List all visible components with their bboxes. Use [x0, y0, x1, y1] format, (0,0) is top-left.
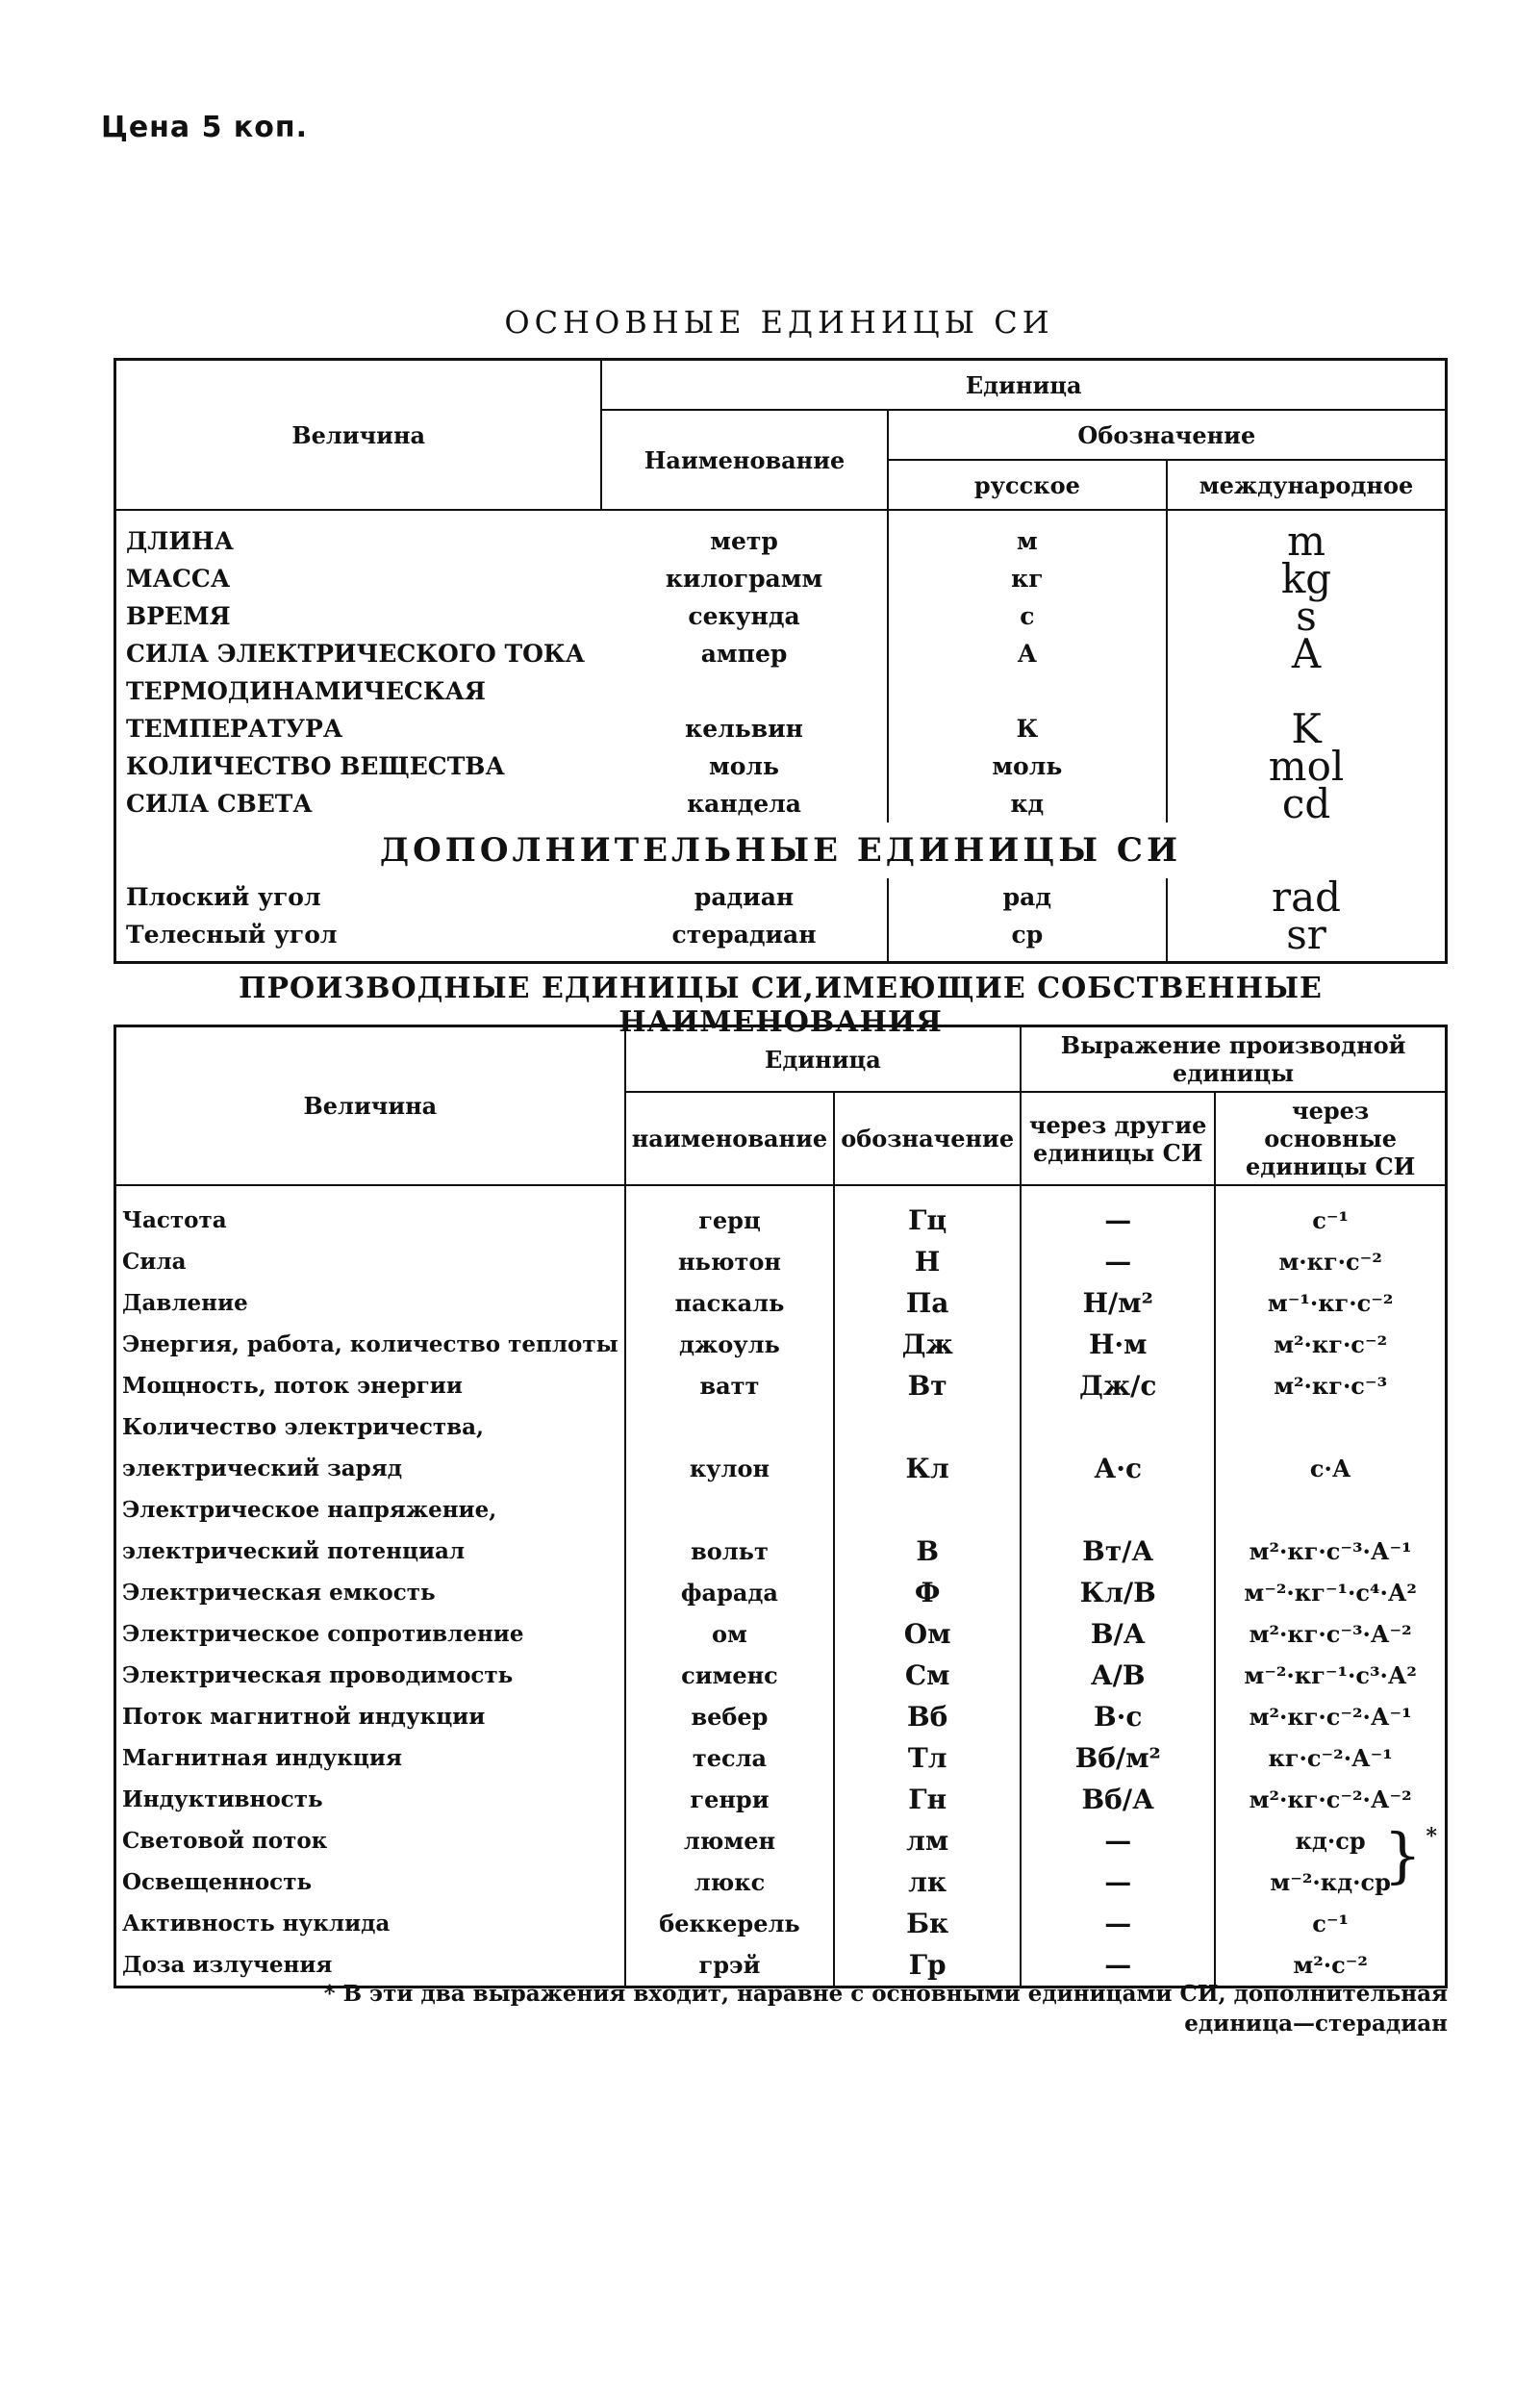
unit-name-cell: паскаль — [625, 1282, 834, 1324]
table-row — [115, 1655, 1447, 1696]
unit-name-cell: кельвин — [601, 710, 887, 747]
via-other-cell: — — [1021, 1944, 1215, 1987]
unit-symbol-cell: См — [834, 1655, 1021, 1696]
international-symbol-cell: cd — [1281, 779, 1331, 827]
price-label: Цена 5 коп. — [101, 111, 309, 144]
unit-symbol-cell: Ф — [834, 1572, 1021, 1613]
via-other-cell: Вб/м² — [1021, 1737, 1215, 1779]
quantity-cell: ТЕМПЕРАТУРА — [126, 715, 343, 743]
header-symbol: обозначение — [834, 1092, 1021, 1185]
quantity-cell: Индуктивность — [115, 1779, 625, 1820]
header-expression: Выражение производной единицы — [1021, 1026, 1446, 1093]
unit-name-cell: ватт — [625, 1365, 834, 1406]
table-row — [115, 1324, 1447, 1365]
quantity-cell: Электрическая емкость — [115, 1572, 625, 1613]
unit-symbol-cell: Кл — [834, 1448, 1021, 1489]
unit-name-cell: тесла — [625, 1737, 834, 1779]
table-row — [115, 510, 1447, 560]
international-symbol-cell: sr — [1286, 910, 1326, 958]
via-base-cell: м⁻²·кг⁻¹·с³·А² — [1244, 1661, 1417, 1689]
via-base-cell: м²·кг·с⁻³ — [1274, 1372, 1388, 1400]
international-symbol-cell: s — [1296, 592, 1317, 640]
header-name: наименование — [625, 1092, 834, 1185]
basic-units-title: ОСНОВНЫЕ ЕДИНИЦЫ СИ — [504, 304, 1054, 341]
via-other-cell: Н/м² — [1021, 1282, 1215, 1324]
unit-name-cell: вебер — [625, 1696, 834, 1737]
table-row — [115, 1572, 1447, 1613]
international-symbol-cell: m — [1287, 517, 1325, 565]
unit-name-cell: люмен — [625, 1820, 834, 1861]
unit-symbol-cell: лм — [834, 1820, 1021, 1861]
quantity-cell: Электрическое напряжение, — [115, 1489, 625, 1531]
via-other-cell: Вб/А — [1021, 1779, 1215, 1820]
unit-symbol-cell: Гн — [834, 1779, 1021, 1820]
table-row — [115, 747, 1447, 785]
footnote — [324, 1979, 1448, 2038]
quantity-cell: Световой поток — [115, 1820, 625, 1861]
unit-name-cell — [625, 1489, 834, 1531]
unit-name-cell: генри — [625, 1779, 834, 1820]
quantity-cell: Электрическая проводимость — [115, 1655, 625, 1696]
via-base-cell — [1215, 1489, 1446, 1531]
unit-symbol-cell: Вт — [834, 1365, 1021, 1406]
derived-units-table — [114, 1025, 1448, 1988]
table-row — [115, 1241, 1447, 1282]
unit-symbol-cell: Бк — [834, 1903, 1021, 1944]
supplementary-title-row — [115, 823, 1447, 878]
via-base-cell: м⁻²·кд·ср — [1270, 1868, 1391, 1896]
quantity-cell: Давление — [115, 1282, 625, 1324]
via-base-cell: м⁻²·кг⁻¹·с⁴·А² — [1244, 1579, 1417, 1607]
quantity-cell: Магнитная индукция — [115, 1737, 625, 1779]
via-other-cell: — — [1021, 1820, 1215, 1861]
table-row — [115, 1531, 1447, 1572]
quantity-cell: СИЛА СВЕТА — [126, 790, 313, 818]
table-row — [115, 1820, 1447, 1861]
unit-name-cell: моль — [601, 747, 887, 785]
russian-symbol-cell — [888, 672, 1167, 710]
international-symbol-cell: A — [1291, 629, 1322, 677]
table-row — [115, 635, 1447, 672]
unit-name-cell: кулон — [625, 1448, 834, 1489]
via-other-cell: Н·м — [1021, 1324, 1215, 1365]
table-row — [115, 710, 1447, 747]
unit-name-cell: вольт — [625, 1531, 834, 1572]
via-base-cell: с⁻¹ — [1312, 1910, 1350, 1937]
via-other-cell: Кл/В — [1021, 1572, 1215, 1613]
table-row — [115, 1282, 1447, 1324]
unit-name-cell: ампер — [601, 635, 887, 672]
quantity-cell: Мощность, поток энергии — [115, 1365, 625, 1406]
quantity-cell: Количество электричества, — [115, 1406, 625, 1448]
via-base-cell: м²·кг·с⁻³·А⁻² — [1249, 1620, 1412, 1648]
unit-name-cell — [625, 1406, 834, 1448]
unit-symbol-cell — [834, 1489, 1021, 1531]
via-other-cell: — — [1021, 1200, 1215, 1241]
header-name: Наименование — [601, 410, 887, 510]
quantity-cell: Доза излучения — [115, 1944, 625, 1987]
via-other-cell: Дж/с — [1021, 1365, 1215, 1406]
unit-name-cell — [601, 672, 887, 710]
international-symbol-cell: kg — [1280, 554, 1332, 602]
russian-symbol-cell: м — [888, 510, 1167, 560]
via-other-cell: — — [1021, 1903, 1215, 1944]
via-base-cell: кд·ср } * — [1295, 1820, 1437, 1890]
unit-symbol-cell: Гц — [834, 1200, 1021, 1241]
russian-symbol-cell: А — [888, 635, 1167, 672]
unit-symbol-cell: Дж — [834, 1324, 1021, 1365]
unit-symbol-cell: Па — [834, 1282, 1021, 1324]
russian-symbol-cell: К — [888, 710, 1167, 747]
via-other-cell: — — [1021, 1241, 1215, 1282]
header-symbol: Обозначение — [888, 410, 1447, 460]
brace-footnote-marker: } — [1383, 1820, 1422, 1890]
basic-units-table — [114, 358, 1448, 964]
via-base-cell: м²·кг·с⁻³·А⁻¹ — [1249, 1537, 1412, 1565]
via-other-cell — [1021, 1489, 1215, 1531]
table-row — [115, 1737, 1447, 1779]
unit-name-cell: люкс — [625, 1861, 834, 1903]
via-other-cell: В/А — [1021, 1613, 1215, 1655]
via-other-cell — [1021, 1406, 1215, 1448]
table-row — [115, 1489, 1447, 1531]
supplementary-units-title: ДОПОЛНИТЕЛЬНЫЕ ЕДИНИЦЫ СИ — [379, 831, 1182, 870]
via-base-cell: м⁻¹·кг·с⁻² — [1267, 1289, 1394, 1317]
via-base-cell: м²·кг·с⁻² — [1274, 1330, 1388, 1358]
unit-name-cell: радиан — [601, 878, 887, 916]
russian-symbol-cell: ср — [888, 916, 1167, 963]
table-row — [115, 1406, 1447, 1448]
table-row — [115, 1448, 1447, 1489]
header-quantity: Величина — [115, 1026, 625, 1186]
quantity-cell: Освещенность — [115, 1861, 625, 1903]
footnote-line-1: * В эти два выражения входит, наравне с основными единицами СИ, дополнительная — [323, 1981, 1448, 2007]
via-other-cell: Вт/А — [1021, 1531, 1215, 1572]
via-base-cell: м·кг·с⁻² — [1278, 1248, 1382, 1276]
russian-symbol-cell: моль — [888, 747, 1167, 785]
quantity-cell: Энергия, работа, количество теплоты — [115, 1324, 625, 1365]
table-row — [115, 916, 1447, 963]
unit-name-cell: кандела — [601, 785, 887, 823]
quantity-cell: электрический заряд — [115, 1448, 625, 1489]
quantity-cell: Частота — [115, 1200, 625, 1241]
header-russian: русское — [888, 460, 1167, 510]
via-base-cell: с⁻¹ — [1312, 1206, 1350, 1234]
table-row — [115, 672, 1447, 710]
derived-rows — [115, 1200, 1447, 1987]
unit-symbol-cell: лк — [834, 1861, 1021, 1903]
table-row — [115, 785, 1447, 823]
quantity-cell: ВРЕМЯ — [126, 602, 231, 630]
table-row — [115, 878, 1447, 916]
via-base-cell — [1215, 1406, 1446, 1448]
quantity-cell: электрический потенциал — [115, 1531, 625, 1572]
via-base-cell: м²·кг·с⁻²·А⁻¹ — [1249, 1703, 1412, 1731]
unit-name-cell: ньютон — [625, 1241, 834, 1282]
via-other-cell: В·с — [1021, 1696, 1215, 1737]
header-via-other: через другие единицы СИ — [1021, 1092, 1215, 1185]
via-base-cell: м²·с⁻² — [1293, 1951, 1368, 1979]
via-other-cell: А/В — [1021, 1655, 1215, 1696]
unit-name-cell: килограмм — [601, 560, 887, 597]
table-row — [115, 1200, 1447, 1241]
via-base-cell: с·А — [1309, 1455, 1351, 1482]
russian-symbol-cell: с — [888, 597, 1167, 635]
derived-units-title: ПРОИЗВОДНЫЕ ЕДИНИЦЫ СИ,ИМЕЮЩИЕ СОБСТВЕННЫЕ НАИМЕНОВАНИЯ — [239, 972, 1323, 1039]
quantity-cell: Поток магнитной индукции — [115, 1696, 625, 1737]
header-international: международное — [1167, 460, 1446, 510]
footnote-line-2: единица—стерадиан — [1184, 2011, 1448, 2038]
unit-name-cell: метр — [601, 510, 887, 560]
header-via-base: через основные единицы СИ — [1215, 1092, 1446, 1185]
table-row — [115, 560, 1447, 597]
header-quantity: Величина — [115, 360, 602, 511]
table-row — [115, 1613, 1447, 1655]
unit-name-cell: грэй — [625, 1944, 834, 1987]
table-row — [115, 1861, 1447, 1903]
quantity-cell: Плоский угол — [126, 883, 321, 911]
header-unit: Единица — [601, 360, 1446, 411]
quantity-cell: СИЛА ЭЛЕКТРИЧЕСКОГО ТОКА — [126, 640, 586, 668]
table-row — [115, 1696, 1447, 1737]
unit-name-cell: сименс — [625, 1655, 834, 1696]
international-symbol-cell: K — [1291, 704, 1322, 752]
quantity-cell: Электрическое сопротивление — [115, 1613, 625, 1655]
footnote-asterisk: * — [1426, 1824, 1437, 1849]
unit-name-cell: фарада — [625, 1572, 834, 1613]
quantity-cell: КОЛИЧЕСТВО ВЕЩЕСТВА — [126, 752, 505, 780]
unit-name-cell: ом — [625, 1613, 834, 1655]
quantity-cell: Активность нуклида — [115, 1903, 625, 1944]
international-symbol-cell: rad — [1272, 873, 1342, 921]
quantity-cell: ДЛИНА — [126, 527, 234, 555]
international-symbol-cell: mol — [1268, 742, 1345, 790]
unit-symbol-cell: Вб — [834, 1696, 1021, 1737]
quantity-cell: Сила — [115, 1241, 625, 1282]
unit-name-cell: стерадиан — [601, 916, 887, 963]
header-unit: Единица — [625, 1026, 1021, 1093]
unit-symbol-cell — [834, 1406, 1021, 1448]
russian-symbol-cell: кд — [888, 785, 1167, 823]
unit-name-cell: секунда — [601, 597, 887, 635]
russian-symbol-cell: кг — [888, 560, 1167, 597]
unit-name-cell: джоуль — [625, 1324, 834, 1365]
unit-symbol-cell: Тл — [834, 1737, 1021, 1779]
quantity-cell: Телесный угол — [126, 921, 338, 949]
unit-name-cell: герц — [625, 1200, 834, 1241]
via-base-cell: м²·кг·с⁻²·А⁻² — [1249, 1785, 1412, 1813]
via-base-cell: кг·с⁻²·А⁻¹ — [1268, 1744, 1393, 1772]
via-other-cell: А·с — [1021, 1448, 1215, 1489]
table-row — [115, 1903, 1447, 1944]
table-row — [115, 1365, 1447, 1406]
unit-symbol-cell: Гр — [834, 1944, 1021, 1987]
russian-symbol-cell: рад — [888, 878, 1167, 916]
unit-symbol-cell: Н — [834, 1241, 1021, 1282]
quantity-cell: ТЕРМОДИНАМИЧЕСКАЯ — [126, 677, 486, 705]
unit-symbol-cell: В — [834, 1531, 1021, 1572]
table-row — [115, 597, 1447, 635]
quantity-cell: МАССА — [126, 565, 231, 593]
via-other-cell: — — [1021, 1861, 1215, 1903]
table-row — [115, 1779, 1447, 1820]
unit-name-cell: беккерель — [625, 1903, 834, 1944]
unit-symbol-cell: Ом — [834, 1613, 1021, 1655]
